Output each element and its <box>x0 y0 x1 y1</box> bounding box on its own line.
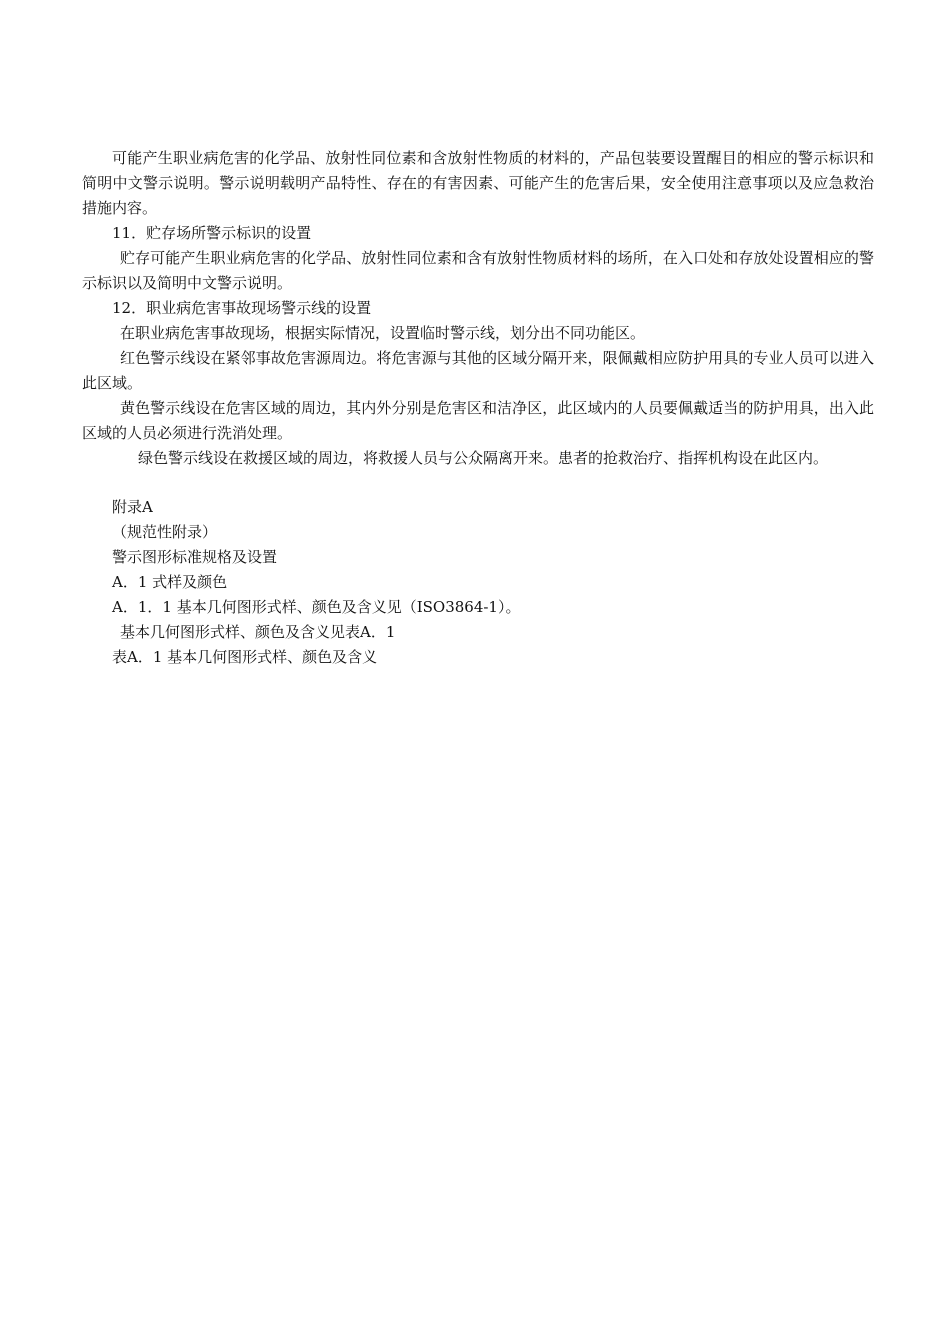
appendix-section: A．1 式样及颜色 <box>112 573 228 591</box>
appendix-a <box>82 495 874 670</box>
paragraph-yellow-warning-line: 黄色警示线设在危害区域的周边，其内外分别是危害区和洁净区，此区域内的人员要佩戴适当的防护用具，出入此区域的人员必须进行洗消处理。 <box>82 399 874 442</box>
appendix-title: 附录A <box>112 498 153 516</box>
heading-accident-warning-lines: 12．职业病危害事故现场警示线的设置 <box>112 299 372 317</box>
paragraph-storage-sites: 贮存可能产生职业病危害的化学品、放射性同位素和含有放射性物质材料的场所，在入口处和存放处设置相应的警示标识以及简明中文警示说明。 <box>82 249 874 292</box>
document-page <box>82 146 874 670</box>
paragraph-accident-site: 在职业病危害事故现场，根据实际情况，设置临时警示线，划分出不同功能区。 <box>120 324 646 342</box>
appendix-subsection: A．1．1 基本几何图形式样、颜色及含义见（ISO3864-1）。 <box>112 598 521 616</box>
paragraph-green-warning-line: 绿色警示线设在救援区域的周边，将救援人员与公众隔离开来。患者的抢救治疗、指挥机构设在此区内。 <box>138 449 829 467</box>
paragraph-red-warning-line: 红色警示线设在紧邻事故危害源周边。将危害源与其他的区域分隔开来，限佩戴相应防护用具的专业人员可以进入此区域。 <box>82 349 874 392</box>
appendix-heading: 警示图形标准规格及设置 <box>112 548 278 566</box>
heading-storage-warning-signs: 11．贮存场所警示标识的设置 <box>112 224 312 242</box>
paragraph-product-packaging: 可能产生职业病危害的化学品、放射性同位素和含放射性物质的材料的，产品包装要设置醒目的相应的警示标识和简明中文警示说明。警示说明载明产品特性、存在的有害因素、可能产生的危害后果，安全使用注意事项以及应急救治措施内容。 <box>82 149 874 217</box>
appendix-subtitle: （规范性附录） <box>112 523 218 541</box>
appendix-note: 基本几何图形式样、颜色及含义见表A．1 <box>120 623 396 641</box>
table-caption: 表A．1 基本几何图形式样、颜色及含义 <box>112 648 378 666</box>
